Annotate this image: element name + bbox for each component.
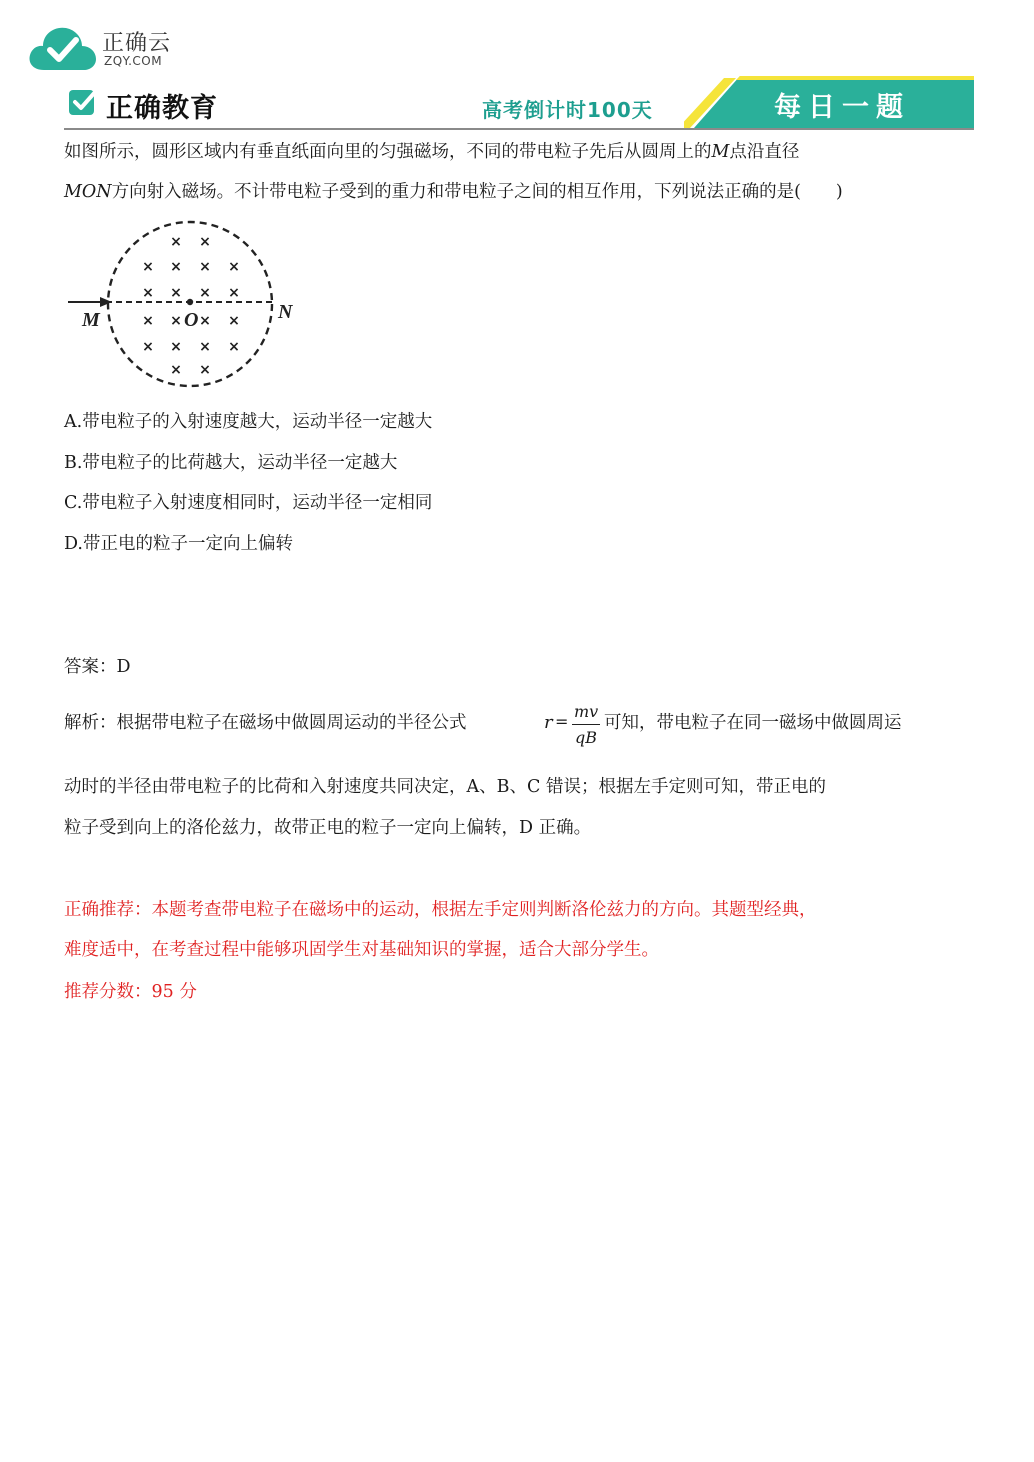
option-b: B.带电粒子的比荷越大，运动半径一定越大: [64, 453, 398, 473]
field-x-mark: ×: [228, 339, 240, 355]
zqy-logo: [28, 22, 188, 78]
field-x-mark: ×: [170, 285, 182, 301]
field-x-mark: ×: [199, 285, 211, 301]
variable-mon: MON: [64, 182, 112, 202]
field-x-marks: [142, 234, 240, 378]
recommend-line-2: 难度适中，在考查过程中能够巩固学生对基础知识的掌握，适合大部分学生。: [64, 940, 659, 960]
variable-m: M: [711, 142, 730, 162]
formula-equals: =: [555, 712, 569, 731]
field-x-mark: ×: [170, 339, 182, 355]
answer: 答案：D: [64, 657, 131, 677]
field-x-mark: ×: [170, 362, 182, 378]
field-x-mark: ×: [170, 259, 182, 275]
logo-domain: ZQY.COM: [104, 54, 163, 68]
question-line-2: MON方向射入磁场。不计带电粒子受到的重力和带电粒子之间的相互作用，下列说法正确的是( ): [64, 182, 843, 202]
field-x-mark: ×: [170, 313, 182, 329]
field-x-mark: ×: [199, 362, 211, 378]
cloud-check-logo-icon: [28, 24, 98, 72]
daily-question-label: 每日一题: [774, 92, 910, 123]
field-x-mark: ×: [142, 313, 154, 329]
option-c: C.带电粒子入射速度相同时，运动半径一定相同: [64, 493, 433, 513]
field-x-mark: ×: [228, 259, 240, 275]
label-n: N: [278, 301, 293, 323]
field-x-mark: ×: [170, 234, 182, 250]
analysis-line-1-suffix: 可知，带电粒子在同一磁场中做圆周运: [604, 713, 902, 733]
field-x-mark: ×: [199, 234, 211, 250]
formula-numerator: mv: [574, 702, 599, 721]
option-a: A.带电粒子的入射速度越大，运动半径一定越大: [64, 412, 433, 432]
field-x-mark: ×: [228, 313, 240, 329]
recommend-score: 推荐分数：95 分: [64, 982, 197, 1002]
formula-r: r: [544, 712, 553, 733]
field-x-mark: ×: [142, 339, 154, 355]
field-x-mark: ×: [199, 339, 211, 355]
header-divider: [64, 128, 974, 130]
analysis-prefix: 解析：根据带电粒子在磁场中做圆周运动的半径公式: [64, 713, 467, 733]
fraction-bar: [572, 724, 600, 725]
logo-chinese-name: 正确云: [102, 31, 172, 56]
checkbox-check-icon: [68, 87, 98, 117]
field-x-mark: ×: [142, 285, 154, 301]
magnetic-field-diagram: [66, 218, 306, 390]
label-m: M: [82, 309, 100, 331]
analysis-line-2: 动时的半径由带电粒子的比荷和入射速度共同决定，A、B、C 错误；根据左手定则可知，带正电的: [64, 777, 826, 797]
option-d: D.带正电的粒子一定向上偏转: [64, 534, 293, 554]
formula-denominator: qB: [575, 728, 597, 747]
brand-name: 正确教育: [106, 93, 218, 124]
recommend-line-1: 正确推荐：本题考查带电粒子在磁场中的运动，根据左手定则判断洛伦兹力的方向。其题型经典，: [64, 900, 817, 920]
header-banner: [64, 76, 974, 130]
center-point-o: [187, 299, 193, 305]
question-line-1: 如图所示，圆形区域内有垂直纸面向里的匀强磁场，不同的带电粒子先后从圆周上的M点沿直径: [64, 142, 800, 162]
field-x-mark: ×: [199, 259, 211, 275]
countdown-text: 高考倒计时100天: [482, 98, 653, 122]
arrow-head-icon: [100, 297, 112, 307]
field-x-mark: ×: [142, 259, 154, 275]
field-x-mark: ×: [199, 313, 211, 329]
analysis-line-3: 粒子受到向上的洛伦兹力，故带正电的粒子一定向上偏转，D 正确。: [64, 818, 592, 838]
label-o: O: [184, 309, 199, 331]
radius-formula: [544, 702, 604, 748]
field-x-mark: ×: [228, 285, 240, 301]
